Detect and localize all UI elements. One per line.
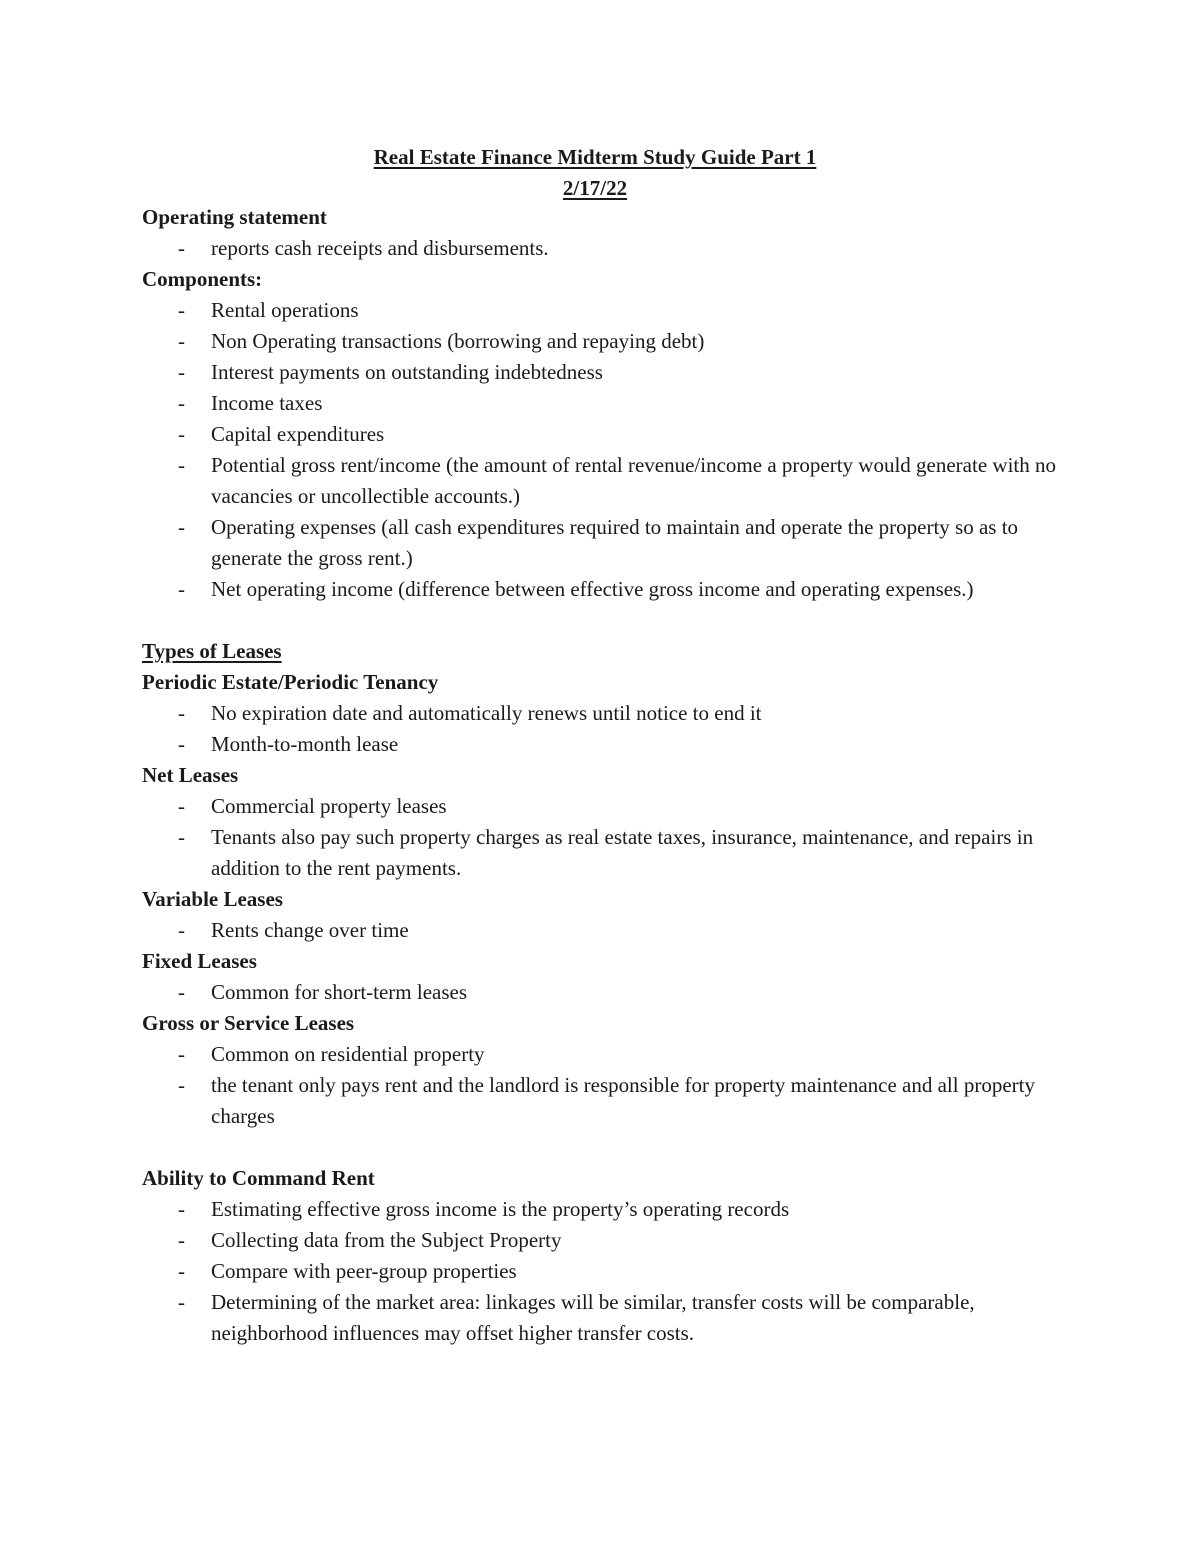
bullet-dash: -: [178, 1042, 185, 1066]
bullet-dash: -: [178, 577, 185, 601]
page-title: Real Estate Finance Midterm Study Guide Part 1: [373, 145, 817, 169]
bullet-dash: -: [178, 453, 185, 477]
heading-operating-statement: Operating statement: [142, 205, 327, 229]
heading-fixed-leases: Fixed Leases: [142, 949, 257, 973]
list-components: [142, 295, 1062, 605]
list-item: - Common for short-term leases: [142, 977, 1062, 1008]
list-item: - Commercial property leases: [142, 791, 1062, 822]
bullet-dash: -: [178, 422, 185, 446]
list-item: - Collecting data from the Subject Property: [142, 1225, 1062, 1256]
bullet-dash: -: [178, 732, 185, 756]
list-item: - the tenant only pays rent and the landlord is responsible for property maintenance and all property charges: [142, 1070, 1062, 1132]
bullet-dash: -: [178, 1228, 185, 1252]
list-operating-statement: [142, 233, 1062, 264]
list-item: - Interest payments on outstanding indebtedness: [142, 357, 1062, 388]
list-item: - Income taxes: [142, 388, 1062, 419]
bullet-dash: -: [178, 794, 185, 818]
list-gross-leases: [142, 1039, 1062, 1132]
bullet-dash: -: [178, 701, 185, 725]
list-item: - Month-to-month lease: [142, 729, 1062, 760]
bullet-dash: -: [178, 360, 185, 384]
heading-types-of-leases-wrapper: [142, 636, 1062, 667]
list-periodic: [142, 698, 1062, 760]
list-item: - Compare with peer-group properties: [142, 1256, 1062, 1287]
list-item: - Non Operating transactions (borrowing and repaying debt): [142, 326, 1062, 357]
heading-types-of-leases: Types of Leases: [142, 639, 282, 663]
heading-command-rent: Ability to Command Rent: [142, 1166, 375, 1190]
document-body: [142, 202, 1062, 1349]
bullet-dash: -: [178, 918, 185, 942]
list-fixed-leases: [142, 977, 1062, 1008]
list-variable-leases: [142, 915, 1062, 946]
bullet-dash: -: [178, 515, 185, 539]
bullet-dash: -: [178, 1197, 185, 1221]
heading-gross-leases: Gross or Service Leases: [142, 1011, 355, 1035]
list-item: - Tenants also pay such property charges as real estate taxes, insurance, maintenance, and repairs in addition to the rent payments.: [142, 822, 1062, 884]
heading-variable-leases: Variable Leases: [142, 887, 283, 911]
list-item: - reports cash receipts and disbursements.: [142, 233, 1062, 264]
list-item: - No expiration date and automatically renews until notice to end it: [142, 698, 1062, 729]
bullet-dash: -: [178, 329, 185, 353]
list-item: - Rental operations: [142, 295, 1062, 326]
list-net-leases: [142, 791, 1062, 884]
bullet-dash: -: [178, 391, 185, 415]
bullet-dash: -: [178, 1259, 185, 1283]
list-item: - Capital expenditures: [142, 419, 1062, 450]
list-item: - Potential gross rent/income (the amount of rental revenue/income a property would generate with no vacancies or uncollectible accounts.): [142, 450, 1062, 512]
list-item: - Estimating effective gross income is the property’s operating records: [142, 1194, 1062, 1225]
bullet-dash: -: [178, 298, 185, 322]
list-item: - Common on residential property: [142, 1039, 1062, 1070]
bullet-dash: -: [178, 1073, 185, 1097]
bullet-dash: -: [178, 825, 185, 849]
heading-components: Components:: [142, 267, 263, 291]
bullet-dash: -: [178, 980, 185, 1004]
list-item: - Determining of the market area: linkages will be similar, transfer costs will be comparable, neighborhood influences may offset higher transfer costs.: [142, 1287, 1062, 1349]
list-item: - Net operating income (difference between effective gross income and operating expenses.): [142, 574, 1062, 605]
spacer: [142, 1132, 1062, 1163]
page-date: 2/17/22: [562, 176, 628, 200]
list-command-rent: [142, 1194, 1062, 1349]
spacer: [142, 605, 1062, 636]
heading-periodic: Periodic Estate/Periodic Tenancy: [142, 670, 439, 694]
list-item: - Operating expenses (all cash expenditures required to maintain and operate the property so as to generate the gross rent.): [142, 512, 1062, 574]
bullet-dash: -: [178, 1290, 185, 1314]
bullet-dash: -: [178, 236, 185, 260]
heading-net-leases: Net Leases: [142, 763, 239, 787]
title-block: [0, 142, 1190, 204]
list-item: - Rents change over time: [142, 915, 1062, 946]
